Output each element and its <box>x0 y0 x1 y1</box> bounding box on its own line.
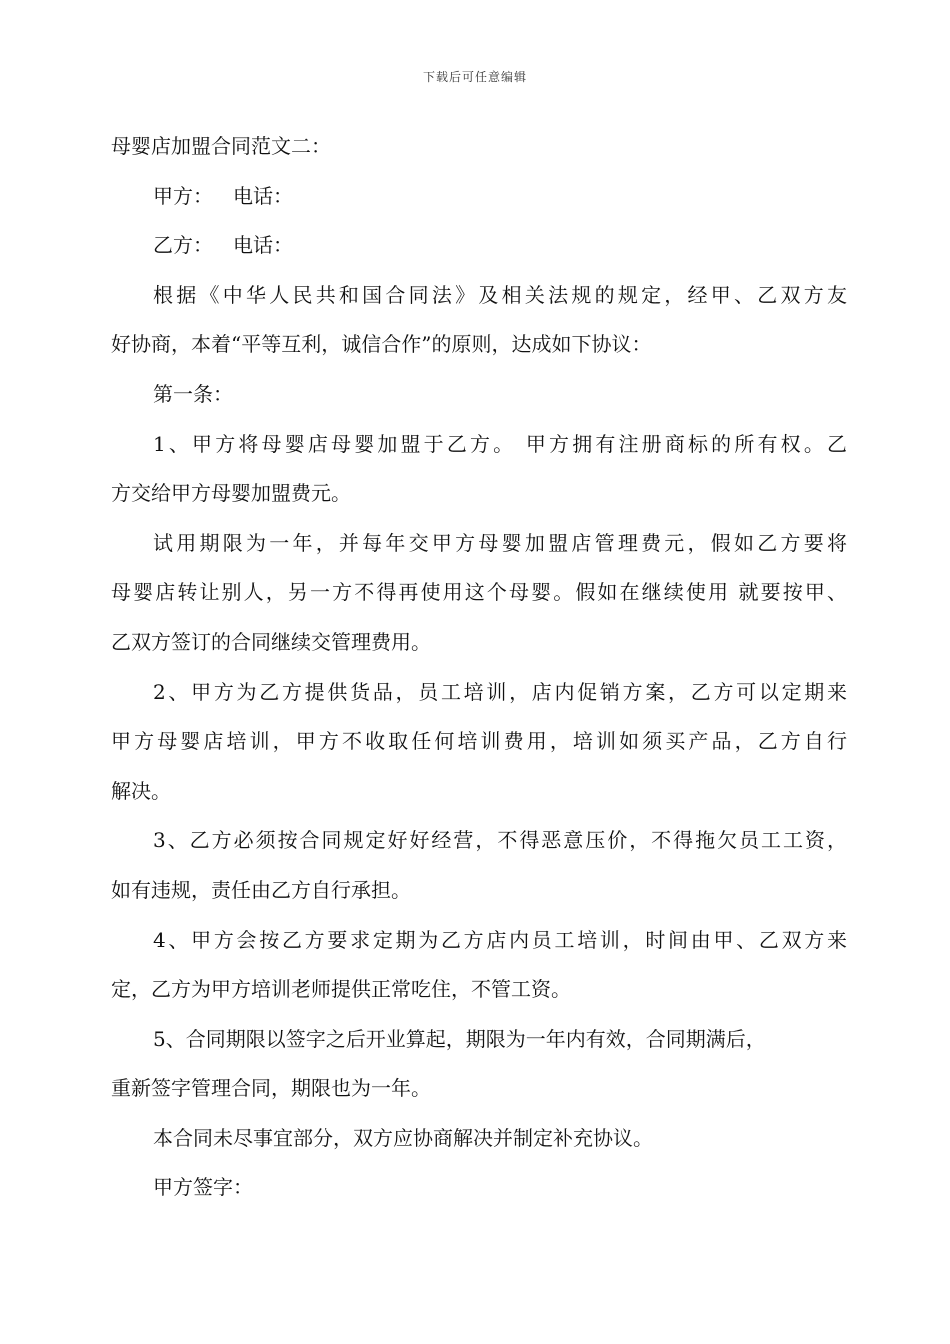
party-b-line <box>111 221 847 271</box>
party-a-line <box>111 172 847 222</box>
clause-3-line-2: 如有违规，责任由乙方自行承担。 <box>111 877 411 902</box>
page-header-note: 下载后可任意编辑 <box>422 70 527 84</box>
clause-1-line-1: 1、甲方将母婴店母婴加盟于乙方。 甲方拥有注册商标的所有权。乙 <box>153 431 847 456</box>
clause-2-line-2: 甲方母婴店培训，甲方不收取任何培训费用，培训如须买产品，乙方自行 <box>111 729 847 754</box>
clause-4-line-2: 定，乙方为甲方培训老师提供正常吃住，不管工资。 <box>111 977 571 1002</box>
preamble-line-1: 根据《中华人民共和国合同法》及相关法规的规定，经甲、乙双方友 <box>153 282 847 307</box>
party-b-phone-label: 电话： <box>233 233 293 258</box>
trial-period-line-1: 试用期限为一年，并每年交甲方母婴加盟店管理费元，假如乙方要将 <box>153 530 847 555</box>
party-a-phone-label: 电话： <box>233 183 293 208</box>
clause-2-line-3: 解决。 <box>111 778 171 803</box>
clause-5-line-1: 5、合同期限以签字之后开业算起，期限为一年内有效，合同期满后， <box>153 1026 766 1051</box>
party-a-signature-label: 甲方签字： <box>153 1175 253 1200</box>
clause-1-line-2: 方交给甲方母婴加盟费元。 <box>111 481 351 506</box>
article-1-heading: 第一条： <box>153 381 233 406</box>
trial-period-line-2: 母婴店转让别人，另一方不得再使用这个母婴。假如在继续使用 就要按甲、 <box>111 580 847 605</box>
clause-2-line-1: 2、甲方为乙方提供货品，员工培训，店内促销方案，乙方可以定期来 <box>153 679 847 704</box>
document-body <box>111 122 847 1213</box>
preamble-line-2: 好协商，本着“平等互利，诚信合作”的原则，达成如下协议： <box>111 332 652 357</box>
trial-period-line-3: 乙双方签订的合同继续交管理费用。 <box>111 629 431 654</box>
party-b-label: 乙方： <box>153 233 213 258</box>
clause-4-line-1: 4、甲方会按乙方要求定期为乙方店内员工培训，时间由甲、乙双方来 <box>153 927 847 952</box>
party-a-label: 甲方： <box>153 183 213 208</box>
clause-5-line-2: 重新签字管理合同，期限也为一年。 <box>111 1076 431 1101</box>
clause-3-line-1: 3、乙方必须按合同规定好好经营，不得恶意压价，不得拖欠员工工资， <box>153 828 847 853</box>
supplement-clause: 本合同未尽事宜部分，双方应协商解决并制定补充协议。 <box>153 1125 653 1150</box>
document-title: 母婴店加盟合同范文二： <box>111 134 331 158</box>
